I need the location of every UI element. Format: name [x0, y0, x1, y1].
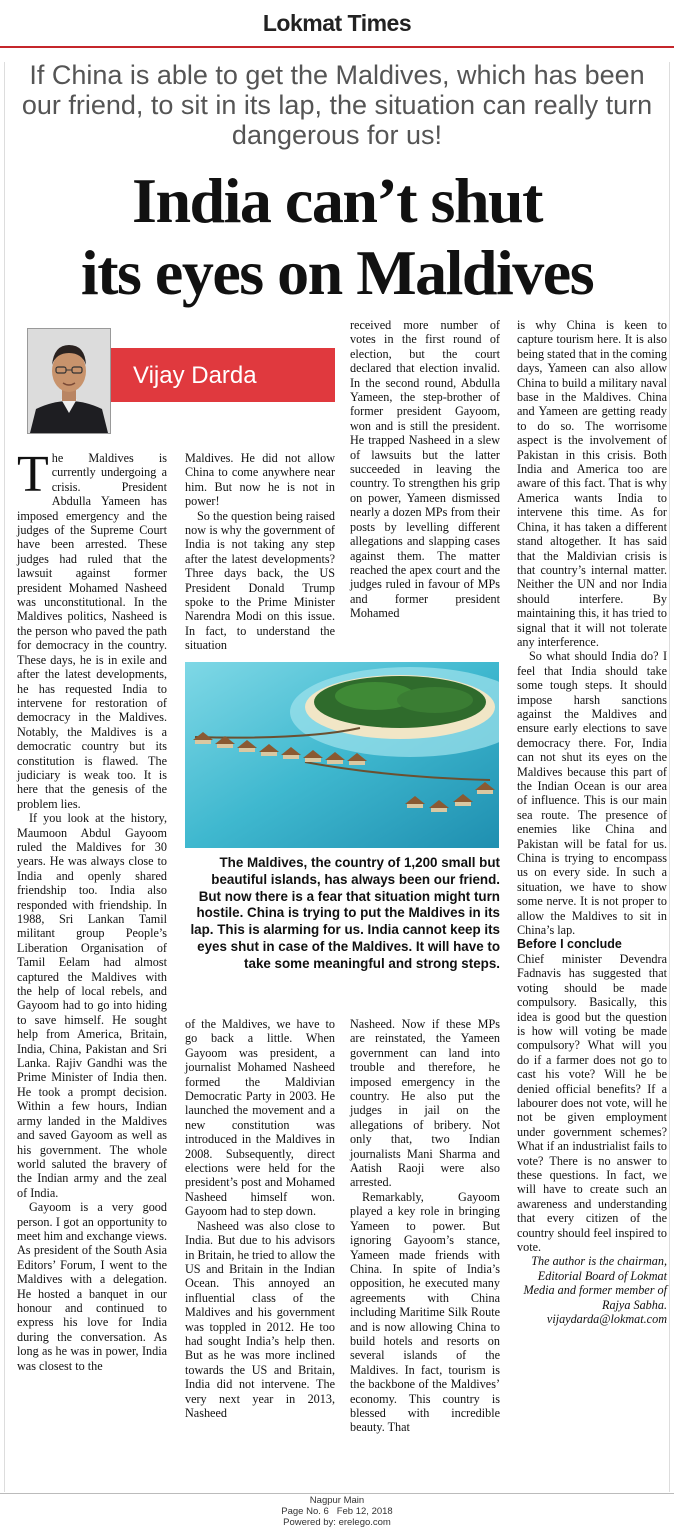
masthead [0, 0, 674, 47]
footer-powered-link[interactable]: Powered by: erelego.com [283, 1517, 391, 1528]
paragraph: So the question being raised now is why the government of India is not taking any step after the latest developments? Three days back, the US President Donald Trump spoke to the Prime Minister Narendra Modi on this issue. In fact, to understand the situation [185, 508, 335, 653]
paragraph [17, 446, 167, 811]
byline-name: Vijay Darda [133, 362, 257, 389]
page-border-left [4, 62, 5, 1492]
paragraph: Chief minister Devendra Fadnavis has suggested that voting should be made compulsory. Basically, this idea is good but the question is how will voting be made compulsory? What will you do if a farmer does not go to cast his vote? Will he be denied official benefits? If a labourer does not vote, will he not be given employment under government schemes? What if an industrialist fails to vote? There is no answer to these questions. In fact, we will have to create such an awareness and understanding that every citizen of the country should feel inspired to vote. [517, 951, 667, 1254]
masthead-rule [0, 46, 674, 48]
footer-edition: Nagpur Main [309, 1495, 365, 1506]
headline-line-1: India can’t shut [132, 165, 542, 236]
column-2-bottom [185, 1017, 335, 1420]
author-photo [27, 328, 111, 434]
island-resort-icon [185, 662, 499, 848]
author-portrait-icon [28, 329, 110, 433]
image-caption: The Maldives, the country of 1,200 small but beautiful islands, has always been our friend. But now there is a fear that situation might turn hostile. China is trying to put the Maldives in its lap. This is alarming for us. India cannot keep its eyes shut in case of the Maldives. It will have to take some meaningful and strong steps. [190, 855, 500, 971]
drop-cap: T [17, 446, 49, 503]
paragraph: So what should India do? I feel that India should take some tough steps. It should impose harsh sanctions against the Maldives and ensure early elections to save democracy there. For, India can not shut its eyes on the Maldives because this part of the Indian Ocean is our area of influence. This is our main sea route. The presence of enemies like China and Pakistan will be fatal for us. China is trying to encompass us on every side. In such a situation, we have to show some nerve. It is not proper to allow the Maldives to sit in China’s lap. [517, 649, 667, 938]
paragraph: Nasheed. Now if these MPs are reinstated, the Yameen government can land into trouble and therefore, he imposed emergency in the country. He also put the judges in jail on the allegations of bribery. Not only that, two Indian journalists Mani Sharma and Aatish Raoji were also arrested. [350, 1017, 500, 1190]
masthead-title: Lokmat Times [262, 10, 412, 36]
strap-quote: If China is able to get the Maldives, which has been our friend, to sit in its lap, the situation can really turn dangerous for us! [21, 60, 653, 150]
paragraph: received more number of votes in the first round of election, but the court declared that election invalid. In the second round, Abdulla Yameen, the step-brother of former president Gayoom, won and is still the president. He trapped Nasheed in a slew of lawsuits but the latter succeeded in leaving the country. To strengthen his grip on power, Yameen dismissed nearly a dozen MPs from their posts by levelling different allegations and slapping cases against them. The matter reached the apex court and the judges ruled in favour of MPs and former president Mohamed [350, 318, 500, 621]
column-4 [517, 318, 667, 1326]
footer-rule [0, 1493, 674, 1494]
column-1 [17, 446, 167, 1373]
column-3-top [350, 318, 500, 621]
paragraph-text: he Maldives is currently undergoing a crisis. President Abdulla Yameen has imposed emergency and the judges of the Supreme Court have been arrested. These judges had ruled that the lawsuit against former president Mohamed Nasheed was unconstitutional. In the Maldives politics, Nasheed is the person who paved the path for democracy in the country. These days, he is in exile and after the latest developments, he has requested India to intervene for restoration of democracy in the Maldives. Notably, the Maldives is a democratic country but its constitution is flawed. The judiciary is weak too. It is here that the genesis of the problem lies. [17, 451, 167, 811]
headline-line-2: its eyes on Maldives [80, 237, 594, 308]
island-resort-photo [185, 662, 499, 848]
paragraph: of the Maldives, we have to go back a little. When Gayoom was president, a journalist Mohamed Nasheed formed the Maldivian Democratic Party in 2003. He launched the movement and a new constitution was introduced in the Maldives in 2008. Subsequently, direct elections were held for the president’s post and Mohamed Nasheed himself won. Gayoom had to step down. [185, 1017, 335, 1219]
column-2-top [185, 451, 335, 653]
headline [6, 165, 668, 309]
footer-page: Page No. 6 Feb 12, 2018 [281, 1506, 393, 1517]
column-3-bottom [350, 1017, 500, 1435]
subhead: Before I conclude [517, 937, 622, 952]
paragraph: Maldives. He did not allow China to come anywhere near him. But now he is not in power! [185, 451, 335, 509]
paragraph: If you look at the history, Maumoon Abdul Gayoom ruled the Maldives for 30 years. He was always close to India and openly shared friendship too. India also responded with friendship. In 1988, Sri Lankan Tamil militant group People’s Liberation Organisation of Tamil Eelam had almost captured the Maldives with the help of local rebels, and Gayoom had to go into hiding to save himself. He sought help from America, Britain, India, China, Pakistan and Sri Lanka. Rajiv Gandhi was the Prime Minister of India then. He took a prompt decision. Within a few hours, Indian army landed in the Maldives and saved Gayoom as well as his government. The whole world saluted the bravery of the Indian army and the zeal of India. [17, 811, 167, 1200]
author-signoff: The author is the chairman, Editorial Board of Lokmat Media and former member of Rajya Sabha. vijaydarda@lokmat.com [523, 1254, 667, 1327]
page-border-right [669, 62, 670, 1492]
page-footer [0, 1495, 674, 1528]
paragraph: Nasheed was also close to India. But due to his advisors in Britain, he tried to allow the US and Britain in the Indian Ocean. This annoyed an influential class of the Maldives and his government was toppled in 2012. He too had sought India’s help then. But as he was more inclined towards the US and Britain, India did not intervene. The very next year in 2013, Nasheed [185, 1218, 335, 1420]
paragraph: Remarkably, Gayoom played a key role in bringing Yameen to power. But ignoring Gayoom’s stance, Yameen made friends with China. In spite of India’s opposition, he executed many agreements with China including Maritime Silk Route and is now allowing China to build hotels and resorts on several islands of the Maldives. In fact, tourism is the backbone of the Maldives’ economy. This country is blessed with incredible beauty. That [350, 1189, 500, 1435]
paragraph: is why China is keen to capture tourism here. It is also being stated that in the coming days, Yameen can also allow China to build a military naval base in the Maldives. China and Yameen are getting ready to do so. The worrisome aspect is the involvement of Pakistan in this crisis. Both India and America too are aware of this fact. That is why America wants India to intervene this time. As for China, it has taken a different stand altogether. It has said that the Maldivian crisis is that country’s internal matter. Neither the UN and nor India should interfere. By maintaining this, it has tried to signal that it will not tolerate any interference. [517, 318, 667, 649]
paragraph: Gayoom is a very good person. I got an opportunity to meet him and exchange views. As president of the South Asia Editors’ Forum, I went to the Maldives with a delegation. He hosted a banquet in our honour and continued to express his love for India during the conversation. As long as he was in power, India was closest to the [17, 1200, 167, 1373]
